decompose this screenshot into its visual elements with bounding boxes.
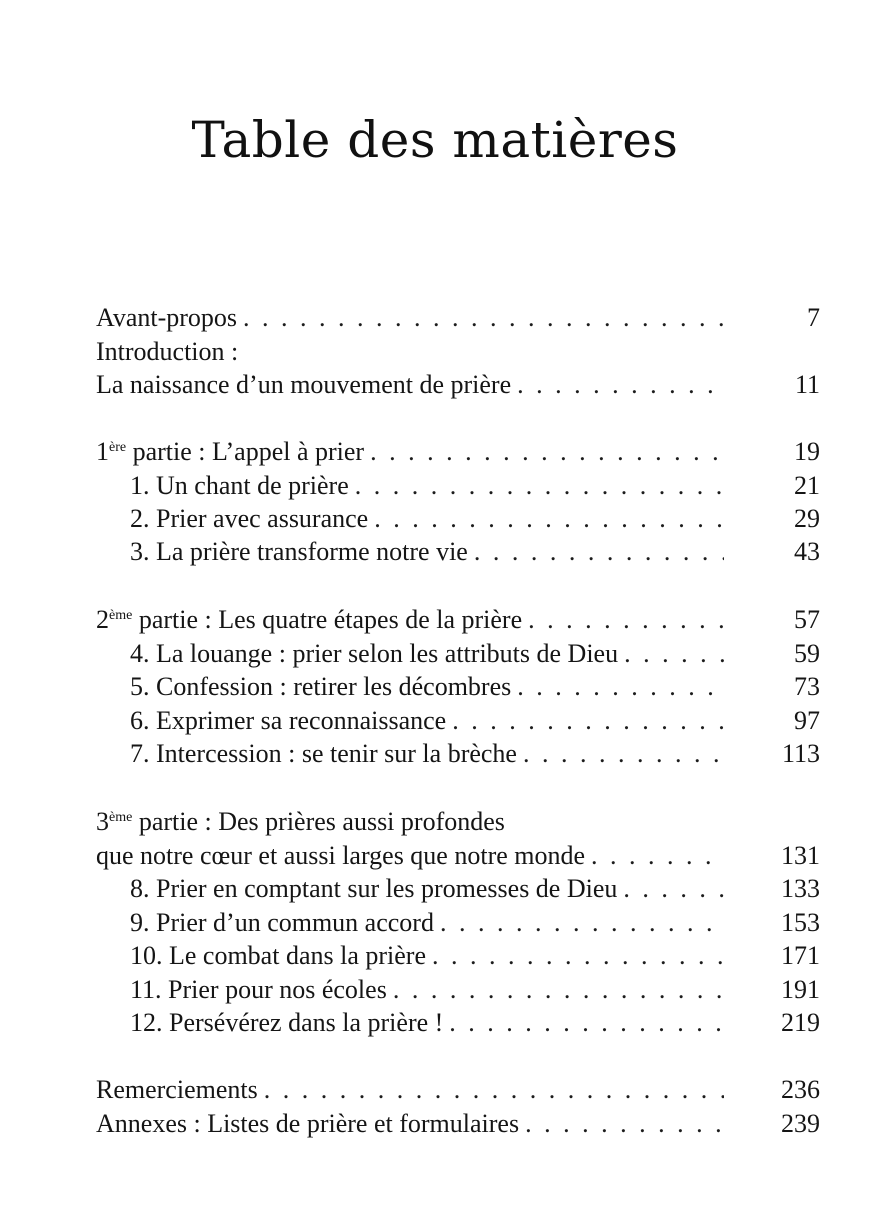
toc-entry-label: 6. Exprimer sa reconnaissance: [130, 706, 447, 735]
toc-entry-label: 3. La prière transforme notre vie: [130, 537, 468, 566]
dot-leader: [511, 670, 724, 704]
toc-entry-chapter-2[interactable]: [130, 502, 820, 536]
toc-page-number: 19: [794, 437, 820, 466]
toc-page-number: 11: [794, 370, 820, 399]
dot-leader: [237, 301, 724, 335]
toc-entry-label: Introduction :: [96, 337, 239, 366]
dot-leader: [443, 1006, 724, 1040]
toc-entry-label: 7. Intercession : se tenir sur la brèche: [130, 739, 517, 768]
toc-entry-naissance[interactable]: [96, 368, 820, 402]
toc-entry-chapter-7[interactable]: [130, 737, 820, 771]
toc-entry-chapter-3[interactable]: [130, 535, 820, 569]
toc-entry-label: La naissance d’un mouvement de prière: [96, 370, 512, 399]
toc-entry-chapter-11[interactable]: [130, 973, 820, 1007]
dot-leader: [617, 872, 724, 906]
ordinal-suffix: ère: [109, 440, 127, 455]
dot-leader: [349, 469, 724, 503]
toc-entry-label: 1. Un chant de prière: [130, 471, 349, 500]
toc-page-number: 43: [794, 537, 820, 566]
toc-entry-avant-propos[interactable]: [96, 301, 820, 335]
dot-leader: [618, 637, 724, 671]
toc-page-number: 59: [794, 639, 820, 668]
dot-leader: [522, 603, 724, 637]
dot-leader: [468, 535, 724, 569]
toc-entry-label: 9. Prier d’un commun accord: [130, 908, 434, 937]
toc-entry-part-3-continued[interactable]: [96, 839, 820, 873]
dot-leader: [258, 1073, 724, 1107]
toc-entry-chapter-6[interactable]: [130, 704, 820, 738]
toc-part-label: 3ème partie : Des prières aussi profondes: [96, 807, 505, 836]
dot-leader: [434, 906, 724, 940]
toc-entry-label: 11. Prier pour nos écoles: [130, 975, 387, 1004]
toc-page-number: 153: [781, 908, 820, 937]
toc-page-number: 97: [794, 706, 820, 735]
dot-leader: [364, 435, 724, 469]
toc-part-label: 2ème partie : Les quatre étapes de la prière: [96, 605, 523, 634]
dot-leader: [446, 704, 724, 738]
toc-entry-chapter-4[interactable]: [130, 637, 820, 671]
ordinal-suffix: ème: [109, 608, 133, 623]
toc-entry-label: 5. Confession : retirer les décombres: [130, 672, 512, 701]
toc-page-number: 113: [781, 739, 820, 768]
toc-entry-chapter-12[interactable]: [130, 1006, 820, 1040]
toc-entry-label: Remerciements: [96, 1075, 258, 1104]
toc-entry-label: Annexes : Listes de prière et formulaires: [96, 1109, 520, 1138]
toc-page-number: 239: [781, 1109, 820, 1138]
toc-page-number: 191: [781, 975, 820, 1004]
page-title: Table des matières: [191, 111, 679, 169]
toc-entry-label: Avant-propos: [96, 303, 238, 332]
dot-leader: [585, 839, 724, 873]
toc-entry-label: 10. Le combat dans la prière: [130, 941, 426, 970]
toc-entry-introduction[interactable]: [96, 335, 820, 369]
toc-page-number: 73: [794, 672, 820, 701]
toc-entry-label: 4. La louange : prier selon les attributs de Dieu: [130, 639, 619, 668]
toc-entry-chapter-5[interactable]: [130, 670, 820, 704]
toc-page-number: 57: [794, 605, 820, 634]
toc-page-number: 7: [807, 303, 820, 332]
toc-entry-label: 8. Prier en comptant sur les promesses de Dieu: [130, 874, 618, 903]
toc-entry-part-1[interactable]: [96, 435, 820, 469]
dot-leader: [426, 939, 724, 973]
toc-part-label: 1ère partie : L’appel à prier: [96, 437, 365, 466]
toc-page-number: 133: [781, 874, 820, 903]
toc-entry-chapter-8[interactable]: [130, 872, 820, 906]
toc-entry-chapter-10[interactable]: [130, 939, 820, 973]
dot-leader: [511, 368, 724, 402]
toc-entry-part-2[interactable]: [96, 603, 820, 637]
dot-leader: [387, 973, 724, 1007]
toc-entry-chapter-9[interactable]: [130, 906, 820, 940]
toc-page-number: 219: [781, 1008, 820, 1037]
toc-entry-label: 2. Prier avec assurance: [130, 504, 369, 533]
dot-leader: [368, 502, 724, 536]
ordinal-suffix: ème: [109, 810, 133, 825]
toc-entry-label: 12. Persévérez dans la prière !: [130, 1008, 444, 1037]
toc-page-number: 236: [781, 1075, 820, 1104]
toc-page-number: 21: [794, 471, 820, 500]
dot-leader: [519, 1107, 724, 1141]
toc-entry-chapter-1[interactable]: [130, 469, 820, 503]
toc-page-number: 171: [781, 941, 820, 970]
toc-page-number: 29: [794, 504, 820, 533]
toc-page-number: 131: [781, 841, 820, 870]
toc-entry-part-3[interactable]: [96, 805, 820, 839]
toc-entry-label: que notre cœur et aussi larges que notre monde: [96, 841, 586, 870]
toc-entry-annexes[interactable]: [96, 1107, 820, 1141]
toc-entry-remerciements[interactable]: [96, 1073, 820, 1107]
dot-leader: [517, 737, 724, 771]
